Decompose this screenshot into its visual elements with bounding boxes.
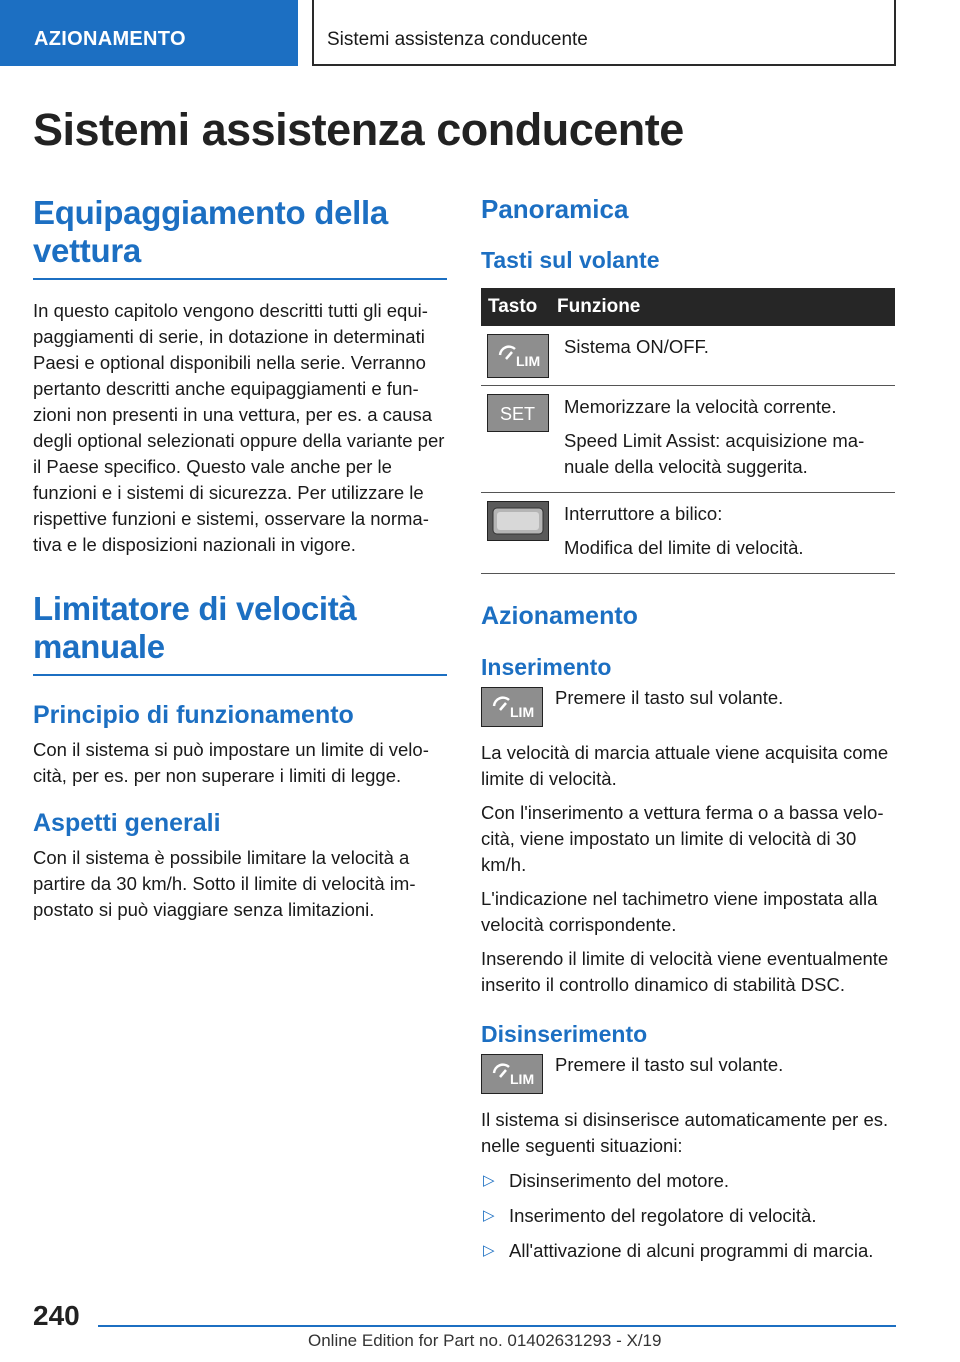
activation-heading: Inserimento (481, 654, 612, 680)
key-function-table (481, 288, 895, 574)
overview-heading: Panoramica (481, 194, 629, 224)
limiter-heading: Limitatore di velocità manuale (33, 590, 447, 676)
table-header-key: Tasto (481, 288, 557, 326)
activation-paragraph: Inserendo il limite di velocità viene eventualmente inserito il controllo dinamico di stabilità DSC. (481, 948, 889, 995)
lim-label: LIM (510, 704, 535, 720)
section-tab (0, 0, 298, 66)
lim-label: LIM (510, 1071, 535, 1087)
chapter-label: Sistemi assistenza conducente (327, 29, 588, 50)
section-label: AZIONAMENTO (34, 28, 186, 50)
list-item (481, 1168, 895, 1194)
table-cell-key (481, 493, 557, 574)
operation-heading: Azionamento (481, 602, 638, 630)
set-label: SET (500, 404, 536, 424)
right-column (481, 194, 895, 1264)
footer-divider (98, 1325, 896, 1327)
lim-button-icon (487, 334, 549, 378)
table-row (481, 326, 895, 386)
rocker-switch-icon (487, 501, 549, 541)
activation-paragraph: Con l'inserimento a vettura ferma o a bassa velocità, viene impostato un limite di velocità di 30 km/h. (481, 802, 884, 875)
activation-key-row (481, 687, 895, 735)
table-cell-function (557, 326, 895, 386)
table-cell-key (481, 386, 557, 493)
deactivation-text: Il sistema si disinserisce automaticamente per es. nelle seguenti situazioni: (481, 1109, 889, 1156)
left-column (33, 194, 447, 923)
equipment-text: In questo capitolo vengono descritti tutti gli equipaggiamenti di serie, in dotazione in determinati Paesi e optional disponibili nella serie. Verranno pertanto descritti anche equipaggiamenti e funzioni non presenti in una vettura, per es. a causa degli optional selezionati oppure della variante per il Paese specifico. Questo vale anche per le funzioni e i sistemi di sicurezza. Per utilizzare le rispettive funzioni e sistemi, osservare la normativa e le disposizioni nazionali in vigore. (33, 300, 445, 555)
triangle-bullet-icon: ▷ (483, 1172, 495, 1189)
principle-heading: Principio di funzionamento (33, 701, 354, 729)
chapter-tab (312, 0, 896, 66)
table-header-row (481, 288, 895, 326)
deactivation-key-row (481, 1054, 895, 1102)
general-text: Con il sistema è possibile limitare la velocità a partire da 30 km/h. Sotto il limite di velocità impostato si può viaggiare senza limitazioni. (33, 847, 416, 920)
function-line: Modifica del limite di velocità. (564, 537, 804, 558)
set-button-icon (487, 394, 549, 432)
activation-paragraph: L'indicazione nel tachimetro viene impostata alla velocità corrispondente. (481, 888, 878, 935)
function-line: Speed Limit Assist: acquisizione manuale della velocità suggerita. (564, 430, 865, 477)
deactivation-list (481, 1168, 895, 1264)
function-line: Sistema ON/OFF. (564, 336, 709, 357)
list-item-text: Inserimento del regolatore di velocità. (509, 1205, 817, 1226)
triangle-bullet-icon: ▷ (483, 1207, 495, 1224)
function-line: Memorizzare la velocità corrente. (564, 396, 837, 417)
table-row (481, 386, 895, 493)
wheel-buttons-heading: Tasti sul volante (481, 247, 660, 273)
deactivation-heading: Disinserimento (481, 1021, 648, 1047)
table-cell-function (557, 386, 895, 493)
equipment-heading: Equipaggiamento della vettura (33, 194, 447, 280)
lim-label: LIM (516, 353, 541, 369)
footer-edition: Online Edition for Part no. 01402631293 - X/19 (308, 1331, 662, 1350)
principle-text: Con il sistema si può impostare un limite di velocità, per es. per non superare i limiti di legge. (33, 739, 429, 786)
table-cell-function (557, 493, 895, 574)
table-cell-key (481, 326, 557, 386)
list-item (481, 1238, 895, 1264)
page-number: 240 (33, 1300, 80, 1331)
activation-paragraph: La velocità di marcia attuale viene acquisita come limite di velocità. (481, 742, 889, 789)
deactivation-key-text: Premere il tasto sul volante. (555, 1054, 784, 1075)
activation-key-text: Premere il tasto sul volante. (555, 687, 784, 708)
list-item-text: All'attivazione di alcuni programmi di marcia. (509, 1240, 874, 1261)
page-title: Sistemi assistenza conducente (33, 104, 684, 155)
lim-button-icon (481, 687, 543, 727)
function-line: Interruttore a bilico: (564, 503, 723, 524)
list-item (481, 1203, 895, 1229)
list-item-text: Disinserimento del motore. (509, 1170, 730, 1191)
table-header-function: Funzione (557, 288, 895, 326)
general-heading: Aspetti generali (33, 809, 221, 837)
lim-button-icon (481, 1054, 543, 1094)
triangle-bullet-icon: ▷ (483, 1242, 495, 1259)
table-row (481, 493, 895, 574)
